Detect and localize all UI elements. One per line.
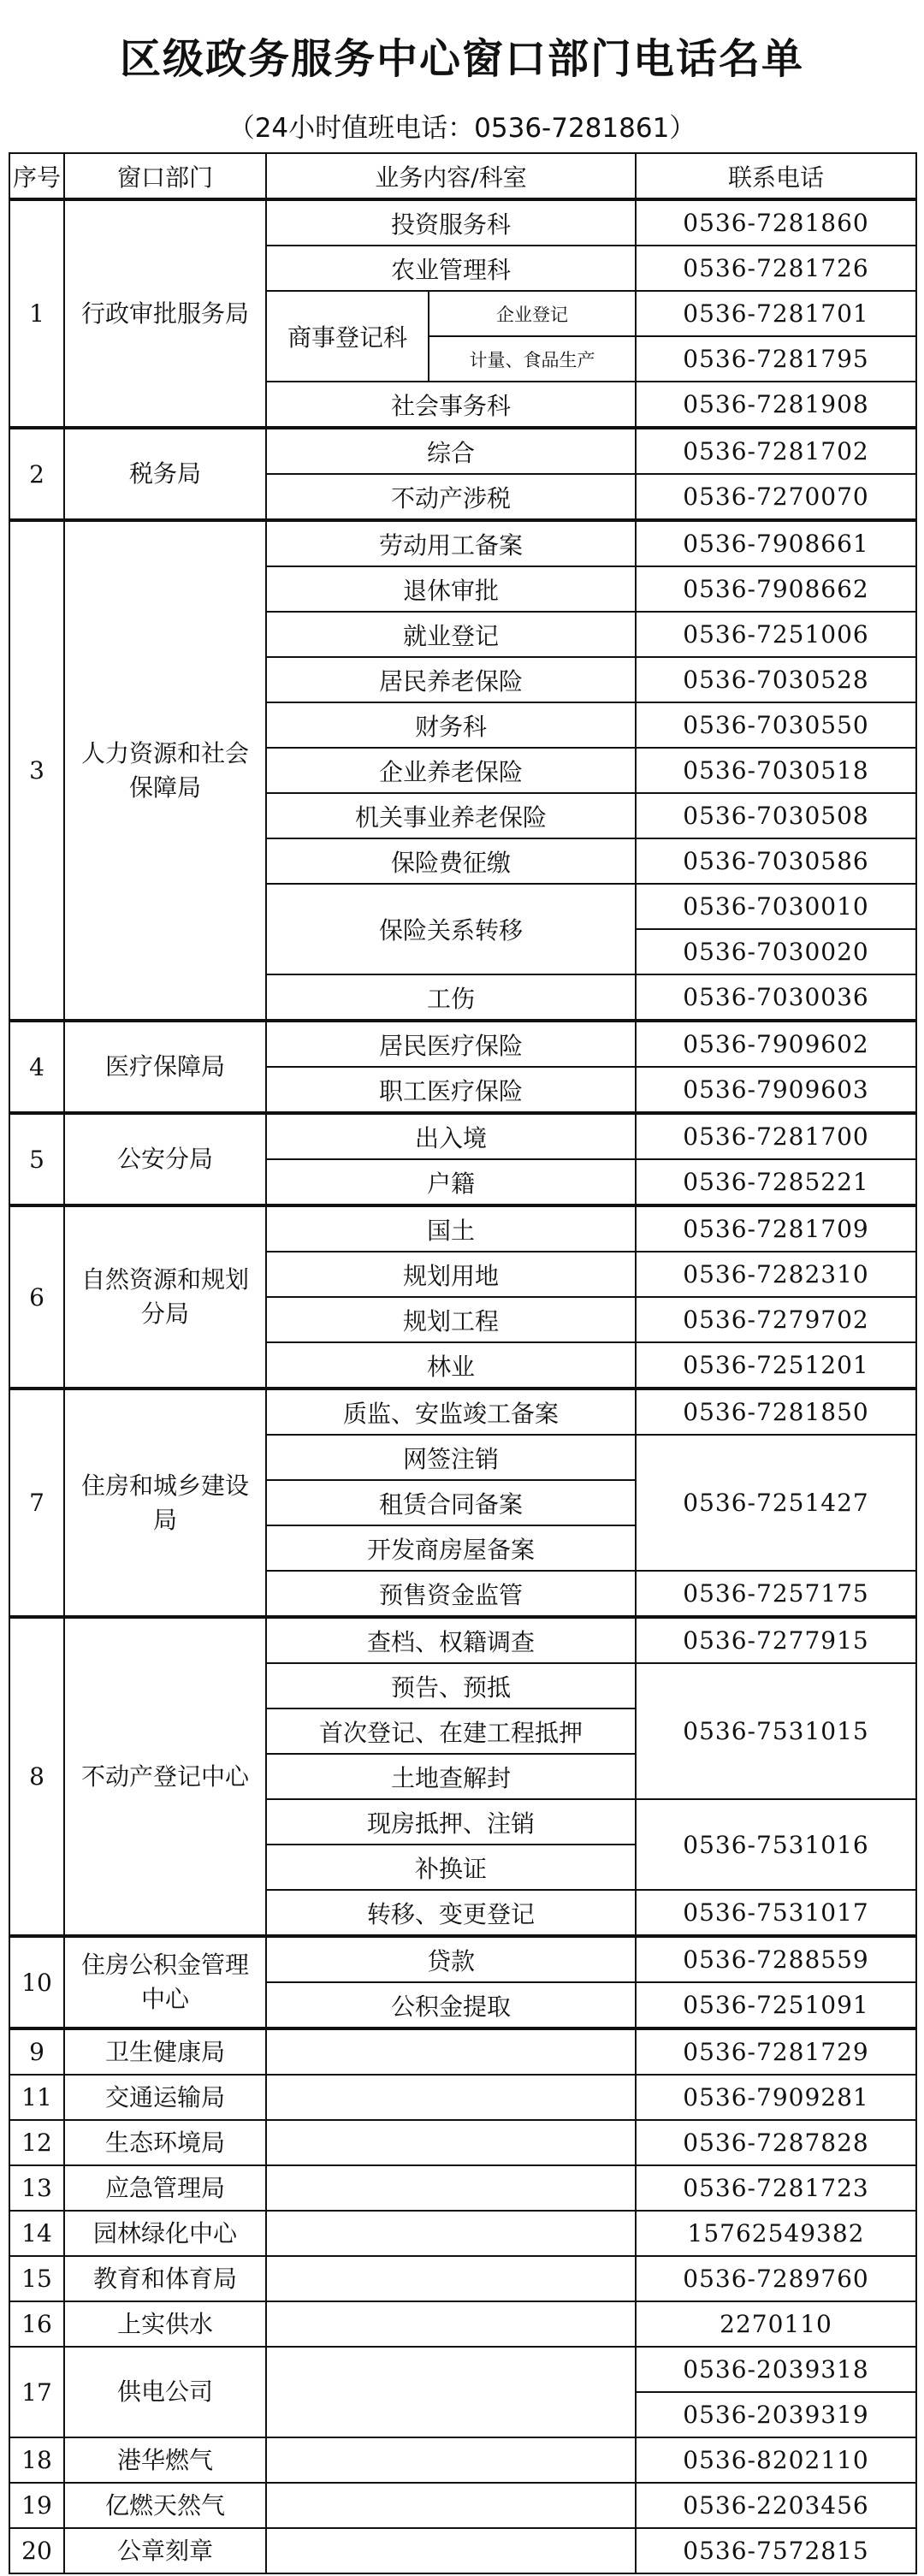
business-cell: 现房抵押、注销 (266, 1799, 636, 1845)
phone-cell: 0536-7030020 (636, 929, 916, 974)
seq-cell: 8 (9, 1617, 64, 1936)
business-cell: 预售资金监管 (266, 1571, 636, 1617)
phone-cell: 2270110 (636, 2301, 916, 2347)
phone-cell: 0536-7030010 (636, 884, 916, 929)
dept-cell: 亿燃天然气 (64, 2483, 266, 2528)
business-cell (266, 2120, 636, 2165)
dept-cell: 卫生健康局 (64, 2028, 266, 2075)
seq-cell: 1 (9, 199, 64, 428)
seq-cell: 2 (9, 428, 64, 520)
table-row (9, 2347, 916, 2392)
phone-cell: 0536-7281709 (636, 1205, 916, 1252)
table-row (9, 2528, 916, 2573)
dept-cell: 医疗保障局 (64, 1021, 266, 1113)
business-cell (266, 2347, 636, 2437)
seq-cell: 6 (9, 1205, 64, 1389)
phone-cell: 0536-8202110 (636, 2437, 916, 2483)
phone-cell: 0536-7909602 (636, 1021, 916, 1067)
phone-cell: 0536-7282310 (636, 1252, 916, 1297)
phone-cell: 0536-7251091 (636, 1982, 916, 2028)
phone-cell: 0536-7281702 (636, 428, 916, 474)
dept-cell: 住房公积金管理中心 (64, 1936, 266, 2028)
seq-cell: 18 (9, 2437, 64, 2483)
table-row (9, 2165, 916, 2211)
seq-cell: 4 (9, 1021, 64, 1113)
business-cell: 网签注销 (266, 1435, 636, 1480)
business-cell: 投资服务科 (266, 199, 636, 246)
phone-cell: 0536-7288559 (636, 1936, 916, 1982)
business-cell (266, 2483, 636, 2528)
business-cell: 退休审批 (266, 566, 636, 612)
seq-cell: 19 (9, 2483, 64, 2528)
phone-cell: 0536-7572815 (636, 2528, 916, 2573)
business-cell: 户籍 (266, 1159, 636, 1205)
business-cell: 开发商房屋备案 (266, 1525, 636, 1571)
table-row (9, 2483, 916, 2528)
business-cell: 就业登记 (266, 612, 636, 657)
dept-cell: 园林绿化中心 (64, 2211, 266, 2256)
header-dept: 窗口部门 (64, 153, 266, 199)
business-cell: 首次登记、在建工程抵押 (266, 1708, 636, 1754)
dept-cell: 教育和体育局 (64, 2256, 266, 2301)
phone-cell: 0536-2039318 (636, 2347, 916, 2392)
header-row (9, 153, 916, 199)
business-cell: 社会事务科 (266, 382, 636, 428)
phone-cell: 0536-7281701 (636, 291, 916, 336)
business-cell (266, 2256, 636, 2301)
dept-cell: 上实供水 (64, 2301, 266, 2347)
phone-cell: 0536-7285221 (636, 1159, 916, 1205)
sub-business-cell: 计量、食品生产 (429, 336, 636, 382)
business-cell: 保险费征缴 (266, 838, 636, 884)
phone-cell: 0536-7281908 (636, 382, 916, 428)
business-cell: 商事登记科 (266, 291, 429, 382)
business-cell: 居民养老保险 (266, 657, 636, 702)
business-cell (266, 2528, 636, 2573)
phone-cell: 0536-7251201 (636, 1342, 916, 1389)
phone-cell: 0536-7909281 (636, 2075, 916, 2120)
sub-business-cell: 企业登记 (429, 291, 636, 336)
phone-cell: 0536-7531015 (636, 1663, 916, 1799)
business-cell: 农业管理科 (266, 246, 636, 291)
phone-cell: 0536-7030528 (636, 657, 916, 702)
seq-cell: 13 (9, 2165, 64, 2211)
table-row (9, 2211, 916, 2256)
table-row (9, 2075, 916, 2120)
business-cell: 财务科 (266, 702, 636, 748)
business-cell: 贷款 (266, 1936, 636, 1982)
dept-cell: 交通运输局 (64, 2075, 266, 2120)
table-row (9, 1021, 916, 1067)
phone-cell: 0536-7531016 (636, 1799, 916, 1890)
phone-cell: 0536-7289760 (636, 2256, 916, 2301)
phone-cell: 0536-7270070 (636, 474, 916, 520)
business-cell: 工伤 (266, 974, 636, 1021)
business-cell: 劳动用工备案 (266, 520, 636, 566)
phone-cell: 0536-7281726 (636, 246, 916, 291)
seq-cell: 5 (9, 1113, 64, 1205)
table-row (9, 199, 916, 246)
seq-cell: 3 (9, 520, 64, 1021)
business-cell: 企业养老保险 (266, 748, 636, 793)
dept-cell: 港华燃气 (64, 2437, 266, 2483)
seq-cell: 20 (9, 2528, 64, 2573)
phone-cell: 0536-7251006 (636, 612, 916, 657)
business-cell: 国土 (266, 1205, 636, 1252)
seq-cell: 17 (9, 2347, 64, 2437)
table-row (9, 428, 916, 474)
table-row (9, 2028, 916, 2075)
business-cell: 居民医疗保险 (266, 1021, 636, 1067)
business-cell: 土地查解封 (266, 1754, 636, 1799)
business-cell: 预告、预抵 (266, 1663, 636, 1708)
dept-cell: 行政审批服务局 (64, 199, 266, 428)
seq-cell: 12 (9, 2120, 64, 2165)
phone-cell: 0536-7281860 (636, 199, 916, 246)
business-cell: 综合 (266, 428, 636, 474)
phone-cell: 0536-7281850 (636, 1389, 916, 1435)
phone-cell: 0536-2039319 (636, 2392, 916, 2437)
phone-cell: 0536-7909603 (636, 1067, 916, 1113)
dept-cell: 不动产登记中心 (64, 1617, 266, 1936)
table-row (9, 520, 916, 566)
page-title: 区级政务服务中心窗口部门电话名单 (119, 35, 804, 83)
phone-cell: 0536-7908661 (636, 520, 916, 566)
seq-cell: 9 (9, 2028, 64, 2075)
business-cell: 租赁合同备案 (266, 1480, 636, 1525)
phone-cell: 0536-2203456 (636, 2483, 916, 2528)
phone-cell: 0536-7251427 (636, 1435, 916, 1571)
header-seq: 序号 (9, 153, 64, 199)
business-cell: 机关事业养老保险 (266, 793, 636, 838)
phone-cell: 0536-7281729 (636, 2028, 916, 2075)
business-cell (266, 2165, 636, 2211)
phone-cell: 0536-7030518 (636, 748, 916, 793)
phone-cell: 0536-7030586 (636, 838, 916, 884)
business-cell: 保险关系转移 (266, 884, 636, 974)
business-cell: 查档、权籍调查 (266, 1617, 636, 1663)
phone-cell: 0536-7287828 (636, 2120, 916, 2165)
dept-cell: 自然资源和规划分局 (64, 1205, 266, 1389)
phone-cell: 0536-7279702 (636, 1297, 916, 1342)
business-cell (266, 2028, 636, 2075)
duty-phone-subtitle: （24小时值班电话：0536-7281861） (228, 113, 696, 144)
business-cell: 补换证 (266, 1845, 636, 1890)
dept-cell: 公安分局 (64, 1113, 266, 1205)
business-cell (266, 2301, 636, 2347)
table-row (9, 2120, 916, 2165)
business-cell: 转移、变更登记 (266, 1890, 636, 1936)
phone-cell: 0536-7257175 (636, 1571, 916, 1617)
table-row (9, 1113, 916, 1159)
seq-cell: 14 (9, 2211, 64, 2256)
seq-cell: 15 (9, 2256, 64, 2301)
business-cell: 出入境 (266, 1113, 636, 1159)
phone-cell: 0536-7908662 (636, 566, 916, 612)
business-cell (266, 2437, 636, 2483)
dept-cell: 人力资源和社会保障局 (64, 520, 266, 1021)
phone-cell: 0536-7030550 (636, 702, 916, 748)
dept-cell: 住房和城乡建设局 (64, 1389, 266, 1617)
dept-cell: 公章刻章 (64, 2528, 266, 2573)
table-row (9, 2437, 916, 2483)
dept-cell: 税务局 (64, 428, 266, 520)
phone-cell: 15762549382 (636, 2211, 916, 2256)
business-cell (266, 2075, 636, 2120)
phone-cell: 0536-7030508 (636, 793, 916, 838)
seq-cell: 10 (9, 1936, 64, 2028)
dept-cell: 供电公司 (64, 2347, 266, 2437)
seq-cell: 16 (9, 2301, 64, 2347)
header-business: 业务内容/科室 (266, 153, 636, 199)
business-cell (266, 2211, 636, 2256)
table-row (9, 1389, 916, 1435)
phone-cell: 0536-7281700 (636, 1113, 916, 1159)
phone-directory-table (9, 152, 917, 2574)
table-row (9, 1617, 916, 1663)
seq-cell: 11 (9, 2075, 64, 2120)
phone-cell: 0536-7281795 (636, 336, 916, 382)
business-cell: 质监、安监竣工备案 (266, 1389, 636, 1435)
phone-cell: 0536-7030036 (636, 974, 916, 1021)
table-row (9, 1205, 916, 1252)
business-cell: 规划工程 (266, 1297, 636, 1342)
seq-cell: 7 (9, 1389, 64, 1617)
business-cell: 不动产涉税 (266, 474, 636, 520)
table-row (9, 2301, 916, 2347)
business-cell: 规划用地 (266, 1252, 636, 1297)
phone-cell: 0536-7531017 (636, 1890, 916, 1936)
table-row (9, 2256, 916, 2301)
dept-cell: 应急管理局 (64, 2165, 266, 2211)
phone-cell: 0536-7277915 (636, 1617, 916, 1663)
header-phone: 联系电话 (636, 153, 916, 199)
dept-cell: 生态环境局 (64, 2120, 266, 2165)
business-cell: 职工医疗保险 (266, 1067, 636, 1113)
table-row (9, 1936, 916, 1982)
business-cell: 林业 (266, 1342, 636, 1389)
phone-cell: 0536-7281723 (636, 2165, 916, 2211)
business-cell: 公积金提取 (266, 1982, 636, 2028)
